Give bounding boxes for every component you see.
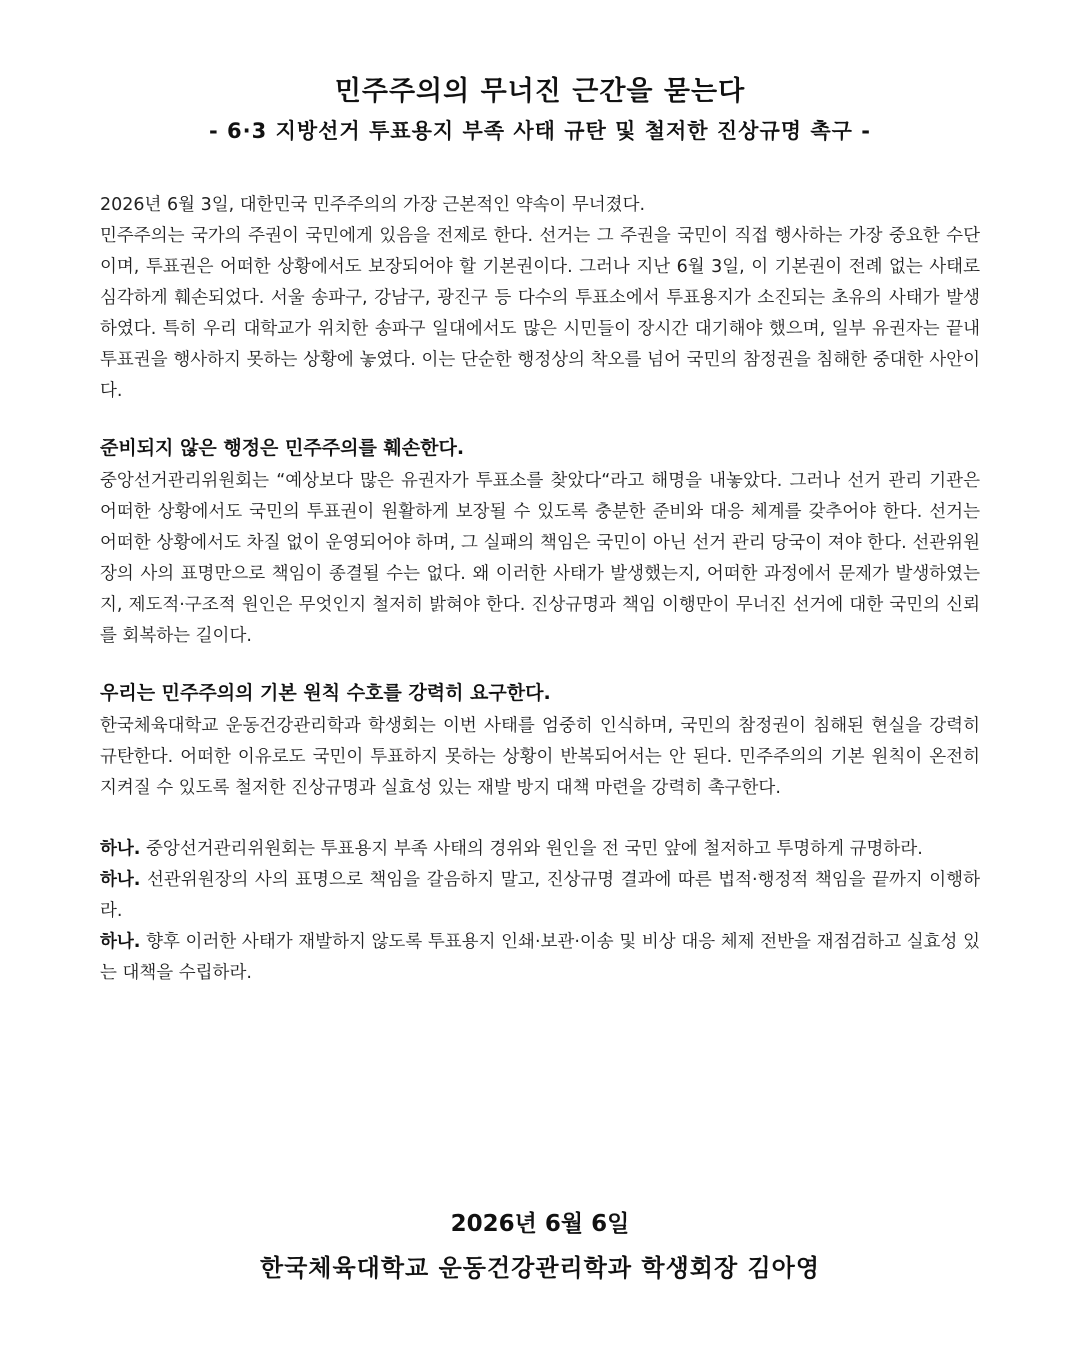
document-title: 민주주의의 무너진 근간을 묻는다 bbox=[334, 76, 746, 107]
demand-item bbox=[100, 865, 980, 927]
section-administration bbox=[100, 433, 980, 652]
statement-document bbox=[100, 72, 980, 989]
demand-text: 선관위원장의 사의 표명으로 책임을 갈음하지 말고, 진상규명 결과에 따른 법적·행정적 책임을 끝까지 이행하라. bbox=[100, 870, 980, 921]
section-body: 중앙선거관리위원회는 “예상보다 많은 유권자가 투표소를 찾았다“라고 해명을 내놓았다. 그러나 선거 관리 기관은 어떠한 상황에서도 국민의 투표권이 원활하게 보장될 수 있도록 충분한 준비와 대응 체계를 갖추어야 한다. 선거는 어떠한 상황에서도 차질 없이 운영되어야 하며, 그 실패의 책임은 국민이 아닌 선거 관리 당국이 져야 한다. 선관위원장의 사의 표명만으로 책임이 종결될 수는 없다. 왜 이러한 사태가 발생했는지, 어떠한 과정에서 문제가 발생하였는지, 제도적·구조적 원인은 무엇인지 철저히 밝혀야 한다. 진상규명과 책임 이행만이 무너진 선거에 대한 국민의 신뢰를 회복하는 길이다. bbox=[100, 471, 980, 646]
demand-text: 향후 이러한 사태가 재발하지 않도록 투표용지 인쇄·보관·이송 및 비상 대응 체제 전반을 재점검하고 실효성 있는 대책을 수립하라. bbox=[100, 932, 980, 983]
demand-prefix: 하나. bbox=[100, 870, 141, 890]
demand-item bbox=[100, 834, 980, 865]
footer-date: 2026년 6월 6일 bbox=[450, 1211, 630, 1237]
intro-section bbox=[100, 190, 980, 407]
document-footer bbox=[0, 1206, 1080, 1288]
demand-item bbox=[100, 927, 980, 989]
footer-signature: 한국체육대학교 운동건강관리학과 학생회장 김아영 bbox=[259, 1254, 821, 1282]
demand-text: 중앙선거관리위원회는 투표용지 부족 사태의 경위와 원인을 전 국민 앞에 철저하고 투명하게 규명하라. bbox=[140, 839, 923, 859]
document-subtitle: - 6·3 지방선거 투표용지 부족 사태 규탄 및 철저한 진상규명 촉구 - bbox=[209, 119, 871, 143]
demands-list bbox=[100, 834, 980, 989]
demand-prefix: 하나. bbox=[100, 839, 141, 859]
demand-prefix: 하나. bbox=[100, 932, 141, 952]
section-body: 한국체육대학교 운동건강관리학과 학생회는 이번 사태를 엄중히 인식하며, 국민의 참정권이 침해된 현실을 강력히 규탄한다. 어떠한 이유로도 국민이 투표하지 못하는 상황이 반복되어서는 안 된다. 민주주의의 기본 원칙이 온전히 지켜질 수 있도록 철저한 진상규명과 실효성 있는 재발 방지 대책 마련을 강력히 촉구한다. bbox=[100, 716, 980, 798]
intro-lead: 2026년 6월 3일, 대한민국 민주주의의 가장 근본적인 약속이 무너졌다. bbox=[100, 195, 646, 215]
intro-body: 민주주의는 국가의 주권이 국민에게 있음을 전제로 한다. 선거는 그 주권을 국민이 직접 행사하는 가장 중요한 수단이며, 투표권은 어떠한 상황에서도 보장되어야 할 기본권이다. 그러나 지난 6월 3일, 이 기본권이 전례 없는 사태로 심각하게 훼손되었다. 서울 송파구, 강남구, 광진구 등 다수의 투표소에서 투표용지가 소진되는 초유의 사태가 발생하였다. 특히 우리 대학교가 위치한 송파구 일대에서도 많은 시민들이 장시간 대기해야 했으며, 일부 유권자는 끝내 투표권을 행사하지 못하는 상황에 놓였다. 이는 단순한 행정상의 착오를 넘어 국민의 참정권을 침해한 중대한 사안이다. bbox=[100, 226, 980, 401]
section-heading: 우리는 민주주의의 기본 원칙 수호를 강력히 요구한다. bbox=[100, 682, 551, 704]
section-demand-principles bbox=[100, 678, 980, 804]
section-heading: 준비되지 않은 행정은 민주주의를 훼손한다. bbox=[100, 437, 465, 459]
